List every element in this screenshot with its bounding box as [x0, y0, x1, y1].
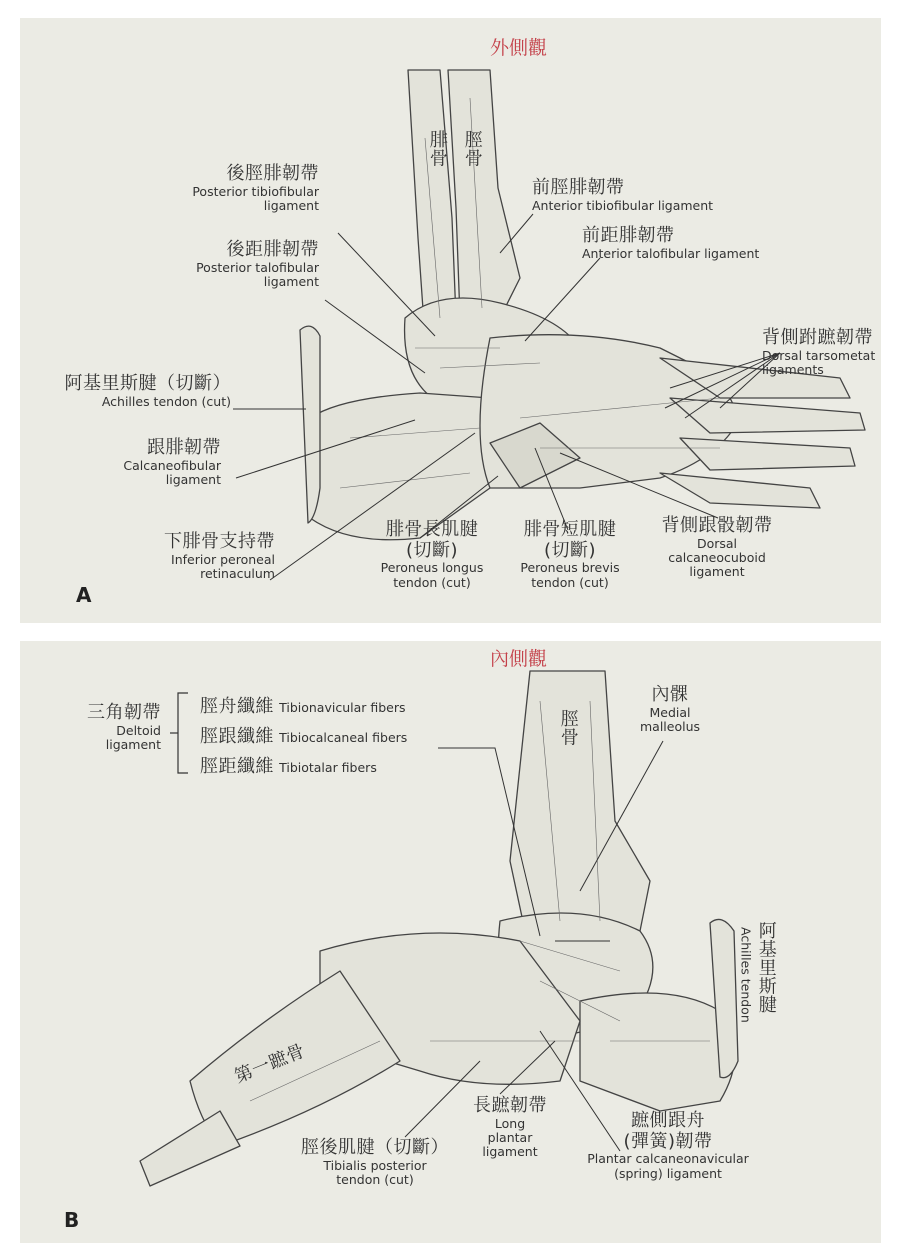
phalanx-drawing — [140, 1111, 240, 1186]
deltoid-ligament-label: 三角韌帶 Deltoid ligament — [87, 702, 161, 753]
panel-a-lateral-view — [20, 18, 881, 623]
tibiocalcaneal-fibers-label: 脛跟纖維 Tibiocalcaneal fibers — [200, 726, 408, 747]
deltoid-bracket — [178, 693, 188, 773]
first-metatarsal-label: 第一蹠骨 — [231, 1040, 309, 1088]
achilles-tendon-label: 阿基里斯腱（切斷） Achilles tendon (cut) — [64, 373, 231, 409]
dorsal-tarsometatarsal-label: 背側跗蹠韌帶 Dorsal tarsometat ligaments — [762, 327, 876, 378]
peroneus-longus-label: 腓骨長肌腱 (切斷) Peroneus longus tendon (cut) — [380, 519, 484, 590]
panel-a-title: 外側觀 — [490, 37, 548, 59]
anterior-tibiofibular-label: 前脛腓韌帶 Anterior tibiofibular ligament — [532, 177, 714, 213]
calcaneofibular-label: 跟腓韌帶 Calcaneofibular ligament — [123, 437, 221, 488]
achilles-tendon-drawing — [300, 326, 320, 523]
panel-b-letter: B — [64, 1208, 80, 1232]
panel-a-letter: A — [76, 583, 92, 607]
metatarsal-4 — [660, 473, 820, 508]
inferior-peroneal-retinaculum-label: 下腓骨支持帶 Inferior peroneal retinaculum — [164, 531, 275, 582]
fibula-bone — [408, 70, 456, 338]
tibia-label: 脛骨 — [557, 709, 579, 746]
long-plantar-ligament-label: 長蹠韌帶 Long plantar ligament — [473, 1095, 547, 1160]
panel-b-medial-view — [20, 641, 881, 1243]
tibiotalar-fibers-label: 脛距纖維 Tibiotalar fibers — [200, 756, 377, 777]
anterior-talofibular-label: 前距腓韌帶 Anterior talofibular ligament — [582, 225, 760, 261]
medial-malleolus-label: 內髁 Medial malleolus — [639, 684, 701, 735]
metatarsal-3 — [680, 438, 855, 470]
calcaneus-bone — [580, 993, 735, 1111]
fibula-label: 腓骨 — [426, 130, 448, 167]
tibialis-posterior-label: 脛後肌腱（切斷） Tibialis posterior tendon (cut) — [301, 1137, 449, 1188]
achilles-tendon-en-label: Achilles tendon — [738, 927, 754, 1023]
peroneus-brevis-label: 腓骨短肌腱 (切斷) Peroneus brevis tendon (cut) — [520, 519, 620, 590]
achilles-tendon-zh-label: 阿基里斯腱 — [755, 921, 777, 1014]
tibia-label: 脛骨 — [461, 130, 483, 167]
calcaneus-bone — [310, 393, 505, 540]
tibionavicular-fibers-label: 脛舟纖維 Tibionavicular fibers — [200, 696, 406, 717]
spring-ligament-label: 蹠側跟舟 (彈簧)韌帶 Plantar calcaneonavicular (spring) ligament — [587, 1110, 749, 1181]
posterior-talofibular-label: 後距腓韌帶 Posterior talofibular ligament — [196, 239, 319, 290]
posterior-tibiofibular-label: 後脛腓韌帶 Posterior tibiofibular ligament — [192, 163, 319, 214]
panel-b-title: 內側觀 — [490, 648, 548, 670]
dorsal-calcaneocuboid-label: 背側跟骰韌帶 Dorsal calcaneocuboid ligament — [661, 515, 773, 580]
